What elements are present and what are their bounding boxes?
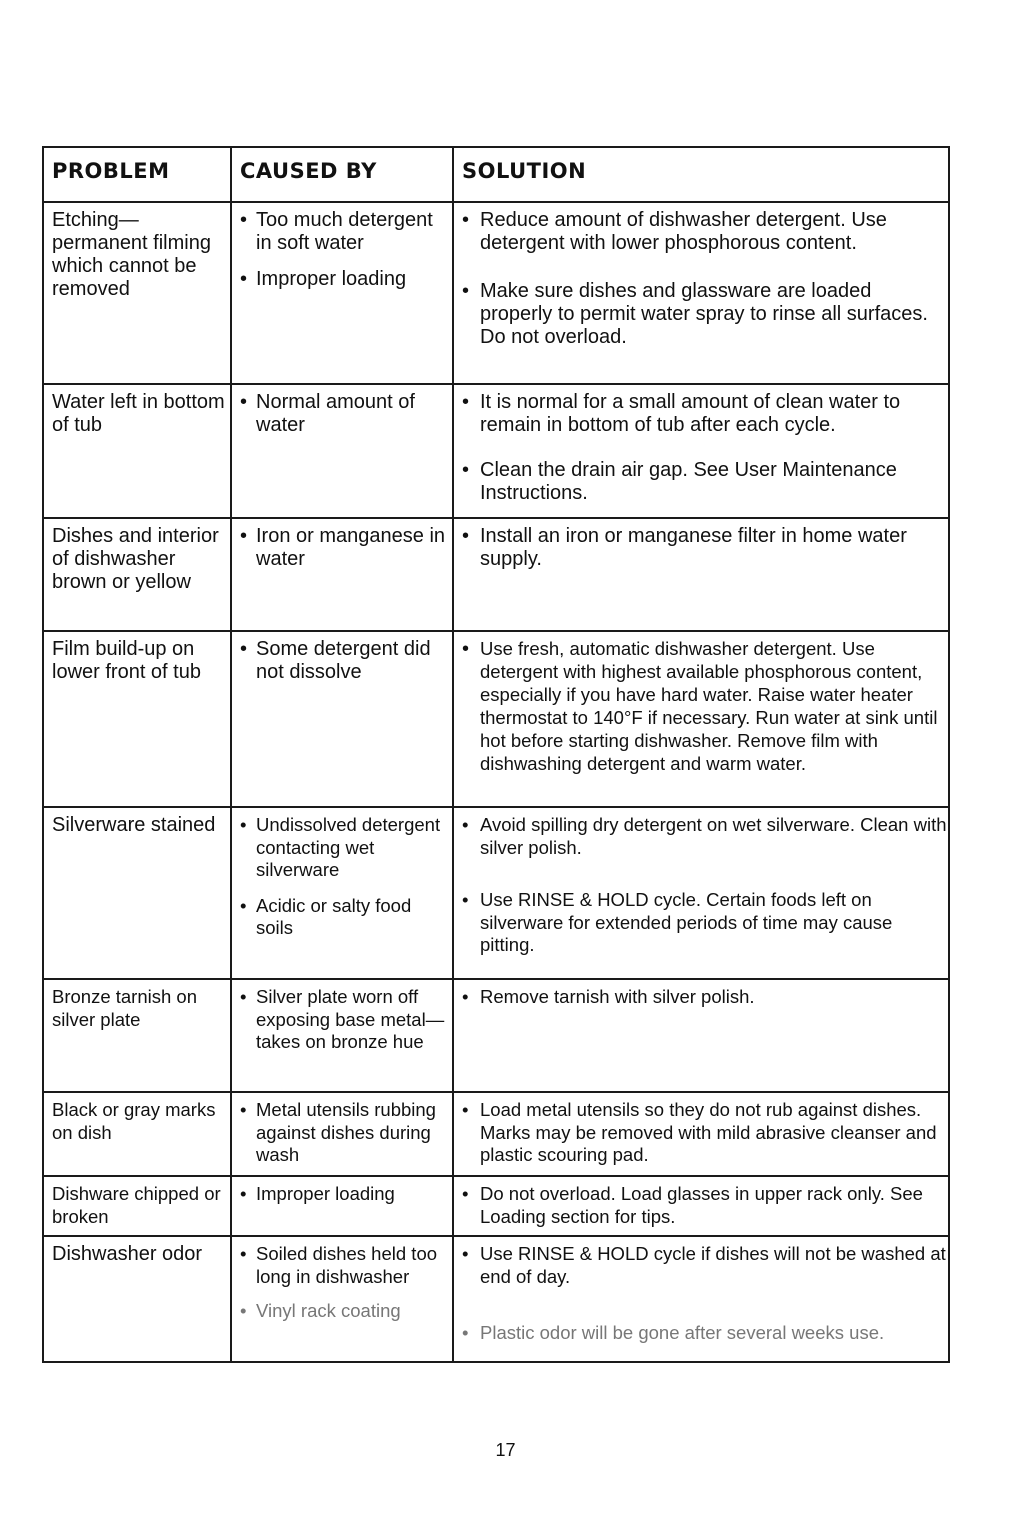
cause-item: • Improper loading xyxy=(240,268,407,290)
table-row xyxy=(43,631,949,807)
cause-cell xyxy=(231,807,453,979)
solution-item: • Use RINSE & HOLD cycle. Certain foods left on silverware for extended periods of time may cause pitting. xyxy=(462,889,893,955)
solution-cell xyxy=(453,1176,949,1236)
solution-cell xyxy=(453,807,949,979)
solution-item: • Avoid spilling dry detergent on wet silverware. Clean with silver polish. xyxy=(462,814,947,858)
page-number: 17 xyxy=(495,1440,516,1460)
cause-item: • Soiled dishes held too long in dishwasher xyxy=(240,1243,438,1287)
cause-cell xyxy=(231,1236,453,1362)
problem-cell: Bronze tarnish on silver plate xyxy=(43,979,231,1092)
cause-item: • Improper loading xyxy=(240,1183,395,1204)
table-row xyxy=(43,807,949,979)
cause-cell xyxy=(231,202,453,384)
solution-item: • Load metal utensils so they do not rub against dishes. Marks may be removed with mild abrasive cleanser and plastic scouring pad. xyxy=(462,1099,937,1165)
problem-header: PROBLEM xyxy=(43,147,231,202)
table-row xyxy=(43,1092,949,1176)
cause-item: • Iron or manganese in water xyxy=(240,525,446,570)
table-row xyxy=(43,202,949,384)
troubleshooting-table xyxy=(42,146,950,1363)
caused-by-header: CAUSED BY xyxy=(231,147,453,202)
cause-item: • Vinyl rack coating xyxy=(240,1300,401,1321)
cause-item: • Some detergent did not dissolve xyxy=(240,638,431,683)
solution-item: • Make sure dishes and glassware are loaded properly to permit water spray to rinse all surfaces. Do not overload. xyxy=(462,280,928,348)
solution-item: • It is normal for a small amount of clean water to remain in bottom of tub after each cycle. xyxy=(462,391,901,436)
problem-cell: Black or gray marks on dish xyxy=(43,1092,231,1176)
solution-item: • Reduce amount of dishwasher detergent. Use detergent with lower phosphorous content. xyxy=(462,209,887,254)
cause-item: • Metal utensils rubbing against dishes during wash xyxy=(240,1099,436,1165)
table-row xyxy=(43,979,949,1092)
cause-item: • Undissolved detergent contacting wet silverware xyxy=(240,814,441,880)
solution-item: • Clean the drain air gap. See User Maintenance Instructions. xyxy=(462,459,897,504)
cause-cell xyxy=(231,518,453,631)
table-row xyxy=(43,518,949,631)
cause-cell xyxy=(231,1176,453,1236)
solution-cell xyxy=(453,384,949,518)
problem-cell: Water left in bottom of tub xyxy=(43,384,231,518)
solution-item: • Use RINSE & HOLD cycle if dishes will not be washed at end of day. xyxy=(462,1243,946,1287)
cause-item: • Acidic or salty food soils xyxy=(240,894,412,938)
problem-cell: Dishes and interior of dishwasher brown or yellow xyxy=(43,518,231,631)
cause-cell xyxy=(231,384,453,518)
cause-item: • Silver plate worn off exposing base metal—takes on bronze hue xyxy=(240,986,445,1052)
solution-item: • Do not overload. Load glasses in upper rack only. See Loading section for tips. xyxy=(462,1183,923,1227)
table-row xyxy=(43,1236,949,1362)
solution-cell xyxy=(453,202,949,384)
cause-item: • Too much detergent in soft water xyxy=(240,209,433,254)
solution-cell xyxy=(453,979,949,1092)
solution-item: • Plastic odor will be gone after several weeks use. xyxy=(462,1322,885,1343)
solution-cell xyxy=(453,631,949,807)
problem-cell: Dishware chipped or broken xyxy=(43,1176,231,1236)
solution-cell xyxy=(453,1236,949,1362)
problem-cell: Dishwasher odor xyxy=(43,1236,231,1362)
cause-item: • Normal amount of water xyxy=(240,391,415,436)
problem-cell: Etching— permanent filming which cannot be removed xyxy=(43,202,231,384)
header-row xyxy=(43,147,949,202)
solution-item: • Remove tarnish with silver polish. xyxy=(462,986,755,1007)
cause-cell xyxy=(231,979,453,1092)
problem-cell: Film build-up on lower front of tub xyxy=(43,631,231,807)
cause-cell xyxy=(231,1092,453,1176)
solution-item: • Use fresh, automatic dishwasher detergent. Use detergent with highest available phosphorous content, especially if you have hard water. Raise water heater thermostat to 140°F if necessary. Run water at sink until hot before starting dishwasher. Remove film with dishwashing detergent and warm water. xyxy=(462,638,938,774)
cause-cell xyxy=(231,631,453,807)
solution-item: • Install an iron or manganese filter in home water supply. xyxy=(462,525,907,570)
problem-cell: Silverware stained xyxy=(43,807,231,979)
table-row xyxy=(43,1176,949,1236)
solution-cell xyxy=(453,1092,949,1176)
solution-cell xyxy=(453,518,949,631)
solution-header: SOLUTION xyxy=(453,147,949,202)
table-row xyxy=(43,384,949,518)
